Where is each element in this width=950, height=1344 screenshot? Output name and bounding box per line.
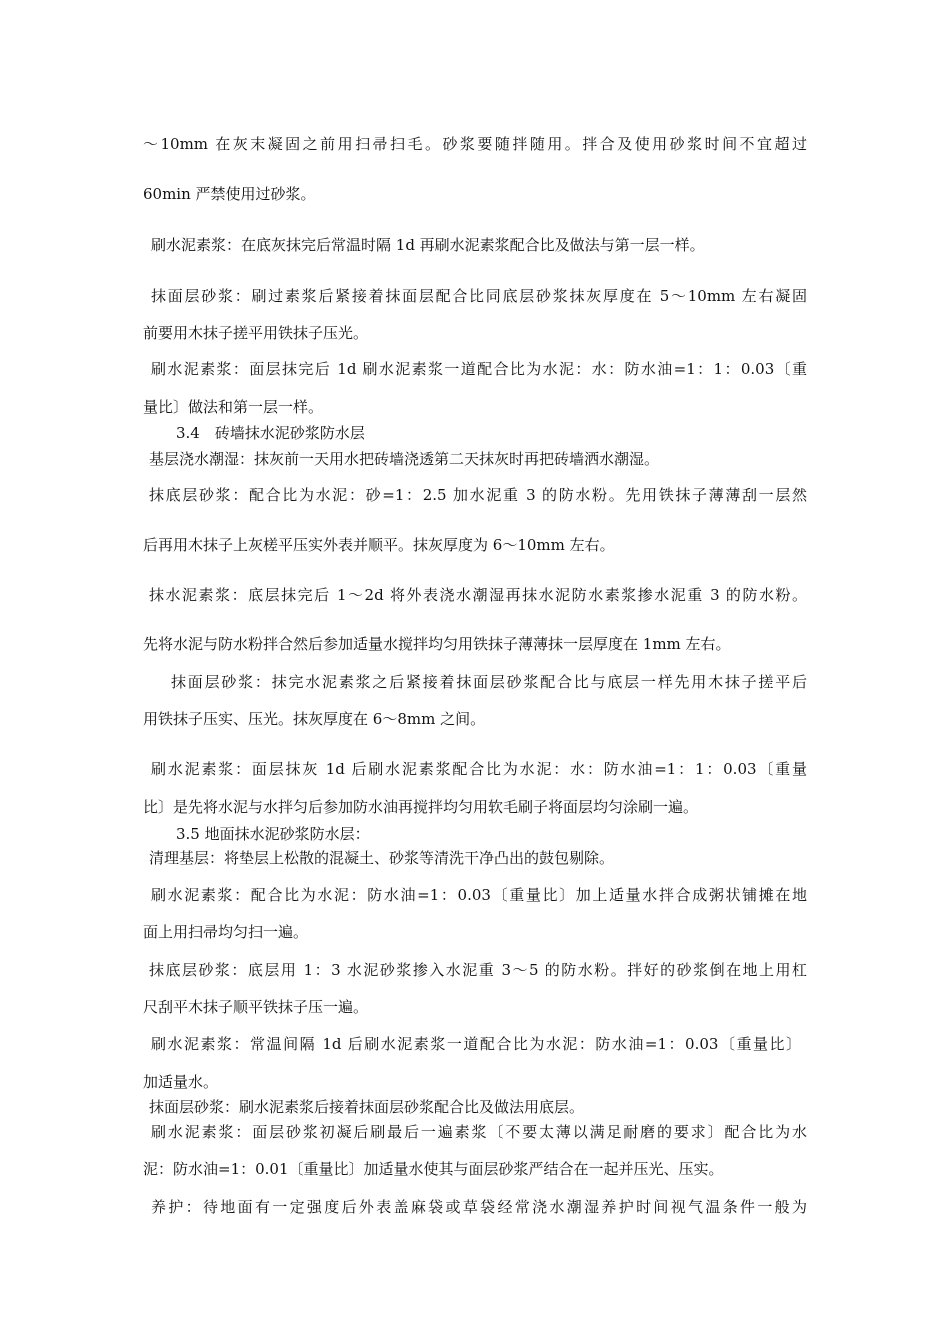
text-line: 前要用木抹子搓平用铁抹子压光。 [143,324,369,342]
text-line: 养护：待地面有一定强度后外表盖麻袋或草袋经常浇水潮湿养护时间视气温条件一般为 [151,1198,807,1216]
text-line: 抹底层砂浆：底层用 1：3 水泥砂浆掺入水泥重 3～5 的防水粉。拌好的砂浆倒在地上用杠 [149,961,807,979]
text-line: 量比〕做法和第一层一样。 [143,398,324,416]
text-line: 尺刮平木抹子顺平铁抹子压一遍。 [143,998,369,1016]
section-heading: 3.5 地面抹水泥砂浆防水层： [176,825,370,843]
text-line: 抹面层砂浆：刷过素浆后紧接着抹面层配合比同底层砂浆抹灰厚度在 5～10mm 左右凝固 [151,287,807,305]
text-line: 基层浇水潮湿：抹灰前一天用水把砖墙浇透第二天抹灰时再把砖墙洒水潮湿。 [149,450,660,468]
text-line: 后再用木抹子上灰槎平压实外表并顺平。抹灰厚度为 6～10mm 左右。 [143,536,615,554]
text-line: 比〕是先将水泥与水拌匀后参加防水油再搅拌均匀用软毛刷子将面层均匀涂刷一遍。 [143,798,699,816]
text-line: 抹底层砂浆：配合比为水泥：砂=1：2.5 加水泥重 3 的防水粉。先用铁抹子薄薄刮一层然 [149,486,807,504]
text-line: 刷水泥素浆：面层砂浆初凝后刷最后一遍素浆〔不要太薄以满足耐磨的要求〕配合比为水 [151,1123,807,1141]
text-line: 用铁抹子压实、压光。抹灰厚度在 6～8mm 之间。 [143,710,486,728]
text-line: 泥：防水油=1：0.01〔重量比〕加适量水使其与面层砂浆严结合在一起并压光、压实。 [143,1160,724,1178]
text-line: 抹水泥素浆：底层抹完后 1～2d 将外表浇水潮湿再抹水泥防水素浆掺水泥重 3 的防水粉。 [149,586,807,604]
text-line: 先将水泥与防水粉拌合然后参加适量水搅拌均匀用铁抹子薄薄抹一层厚度在 1mm 左右。 [143,635,731,653]
text-line: 刷水泥素浆：常温间隔 1d 后刷水泥素浆一道配合比为水泥：防水油=1：0.03〔重量比〕 [151,1035,801,1053]
text-line: 抹面层砂浆：抹完水泥素浆之后紧接着抹面层砂浆配合比与底层一样先用木抹子搓平后 [171,673,807,691]
text-line: 刷水泥素浆：配合比为水泥：防水油=1：0.03〔重量比〕加上适量水拌合成粥状铺摊在地 [151,886,807,904]
text-line: 清理基层：将垫层上松散的混凝土、砂浆等清洗干净凸出的鼓包剔除。 [149,849,615,867]
text-line: 加适量水。 [143,1073,219,1091]
text-line: 刷水泥素浆：在底灰抹完后常温时隔 1d 再刷水泥素浆配合比及做法与第一层一样。 [151,236,705,254]
text-line: 刷水泥素浆：面层抹完后 1d 刷水泥素浆一道配合比为水泥：水：防水油=1：1：0.03〔重 [151,360,807,378]
text-line: 抹面层砂浆：刷水泥素浆后接着抹面层砂浆配合比及做法用底层。 [149,1098,585,1116]
text-line: 刷水泥素浆：面层抹灰 1d 后刷水泥素浆配合比为水泥：水：防水油=1：1：0.03〔重量 [151,760,807,778]
text-line: ～10mm 在灰末凝固之前用扫帚扫毛。砂浆要随拌随用。拌合及使用砂浆时间不宜超过 [143,135,807,153]
text-line: 面上用扫帚均匀扫一遍。 [143,923,309,941]
text-line: 60min 严禁使用过砂浆。 [143,185,316,203]
section-heading: 3.4 砖墙抹水泥砂浆防水层 [176,424,365,442]
